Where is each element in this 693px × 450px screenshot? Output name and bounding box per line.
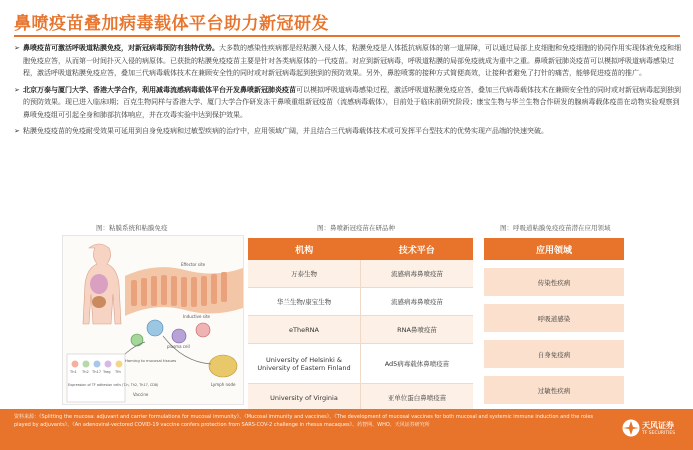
brand-logo [622,417,684,443]
cell-institution: 万泰生物 [248,260,361,287]
field-item: 过敏性疾病 [484,376,624,404]
cell-institution: University of Virginia [248,384,361,411]
cell-type-dot [83,361,90,368]
cell-institution: University of Helsinki & University of Eastern Finland [248,344,361,383]
source-note: 资料来源：《Splitting the mucosa: adjuvant and carrier formulations for mucosal immunity》、《Mucosal immunity and vaccines》、《The development of mucosal vaccines for both mucosal and systemic immune induction and the roles played by adjuvants》、《An adenoviral-vectored COVID-19 vaccine confers protection from SARS-COV-2 challenge in rhesus macaques》、药智网、WHO、天风证券研究所 [14,414,594,428]
header-platform: 技术平台 [398,245,435,256]
inductive-site-label: Inductive site [183,314,210,319]
bullet-item [14,125,682,138]
stomach-shape [92,296,106,308]
mucosal-diagram [63,236,244,405]
arrow-icon: ➢ [14,127,20,135]
table-header [248,238,473,260]
table-caption: 图：鼻喷新冠疫苗在研品种 [317,224,395,232]
bullet-item [14,42,682,80]
lung-shape [90,274,108,294]
cell-type-dot [116,361,123,368]
expression-label: Expression of TF adhesion cells (T-h, Th2, Th17, CD8) [68,383,159,387]
cell-institution: 华兰生物/康宝生物 [248,288,361,315]
title-divider [14,35,680,37]
table-row [248,288,473,316]
bullet-text: 可以模拟呼吸道病毒感染过程，激活呼吸道粘膜免疫应答，叠加三代病毒载体技术在兼顾安全性的同时或对新冠病毒起到独到的预防效果。现已进入临床Ⅰ期；百克生物同样与香港大学、厦门大学合作研发冻干鼻喷重组新冠疫苗（流感病毒载体），目前处于临床前研究阶段；康宝生物与华兰生物合作研发的腺病毒载体疫苗在动物实验观察到鼻喷免疫组可引起全身和肺部抗体响应，并在攻毒实验中达到保护效果。 [23,85,681,119]
bullet-item [14,84,682,122]
fields-header: 应用领域 [484,238,624,260]
bullet-text: 大多数的感染性疾病都是经粘膜入侵人体，粘膜免疫是人体抵抗病原体的第一道屏障，可以通过局部上皮细胞和免疫细胞的协同作用实现体液免疫和细胞免疫应答，从而第一时间扑灭入侵的病原体。已获批的粘膜免疫疫苗主要是针对各类病原体的一代疫苗。对应到新冠病毒，呼吸道粘膜的局部免疫就成为重中之重。鼻喷新冠肺炎疫苗可以模拟呼吸道病毒感染过程，激活呼吸道粘膜免疫应答，叠加三代病毒载体技术在兼顾安全性的同时或对新冠病毒起到独到的预防效果。另外，鼻腔喷雾的接种方式简便高效，让接种者避免了打针的痛苦，能够促进疫苗的推广。 [23,44,681,77]
bullet-lead: 鼻喷疫苗可激活呼吸道粘膜免疫，对新冠病毒预防有独特优势。 [23,44,219,52]
fields-caption: 图：呼吸道粘膜免疫疫苗潜在应用领域 [500,224,611,232]
cell-platform: 流感病毒鼻喷疫苗 [391,270,443,278]
table-row [248,384,473,412]
brand-mark-icon [622,419,640,437]
cell-institution: eTheRNA [248,316,361,343]
cell-type-label: Tfh [115,370,121,374]
plasma-cell-label: plasma cell [167,344,190,349]
bullet-text: 粘膜免疫疫苗的免疫耐受效果可延用到自身免疫病和过敏型疾病的治疗中，应用领域广阔，并且结合三代病毒载体技术或可发挥平台型技术的优势实现产品端的快速突破。 [23,127,548,135]
cell-type-label: Th17 [92,370,102,374]
table-row [248,316,473,344]
footer-bar [0,409,693,450]
cell-platform: RNA鼻喷疫苗 [397,326,437,334]
immune-cell [172,329,186,343]
figure-caption: 图：粘膜系统和粘膜免疫 [96,224,168,232]
cell-type-label: Treg [103,370,111,374]
bullet-lead: 北京万泰与厦门大学、香港大学合作，利用减毒流感病毒载体平台开发鼻喷新冠肺炎疫苗 [23,85,296,94]
lymph-node [209,355,237,377]
bullet-list [14,42,682,142]
mucosal-immunity-figure [62,235,244,405]
field-item: 传染性疾病 [484,268,624,296]
immune-cell [131,334,143,346]
cell-type-dot [72,361,79,368]
header-institution: 机构 [295,245,314,256]
cell-type-label: Th2 [82,370,89,374]
field-item: 自身免疫病 [484,340,624,368]
application-fields [484,238,624,404]
cell-platform: Ad5病毒载体鼻喷疫苗 [384,360,450,368]
cell-type-dot [94,361,101,368]
page-title: 鼻喷疫苗叠加病毒载体平台助力新冠研发 [14,14,329,34]
arrow-icon: ➢ [14,44,20,52]
vaccine-label: Vaccine [133,392,149,397]
table-row [248,344,473,384]
brand-name: 天风证券 [642,421,674,430]
immune-cell [196,323,210,337]
cell-platform: 流感病毒鼻喷疫苗 [391,298,443,306]
field-item: 呼吸道感染 [484,304,624,332]
cell-type-label: Th1 [70,370,77,374]
pipeline-table [248,238,473,412]
table-row [248,260,473,288]
cell-type-dot [105,361,112,368]
effector-site-label: Effector site [181,262,206,267]
immune-cell [147,320,163,336]
lymph-node-label: Lymph node [211,382,236,387]
brand-subtitle: TF SECURITIES [642,431,676,436]
homing-label: Homing to mucosal tissues [125,358,177,363]
arrow-icon: ➢ [14,85,20,94]
cell-platform: 亚单位蛋白鼻喷疫苗 [387,394,447,402]
